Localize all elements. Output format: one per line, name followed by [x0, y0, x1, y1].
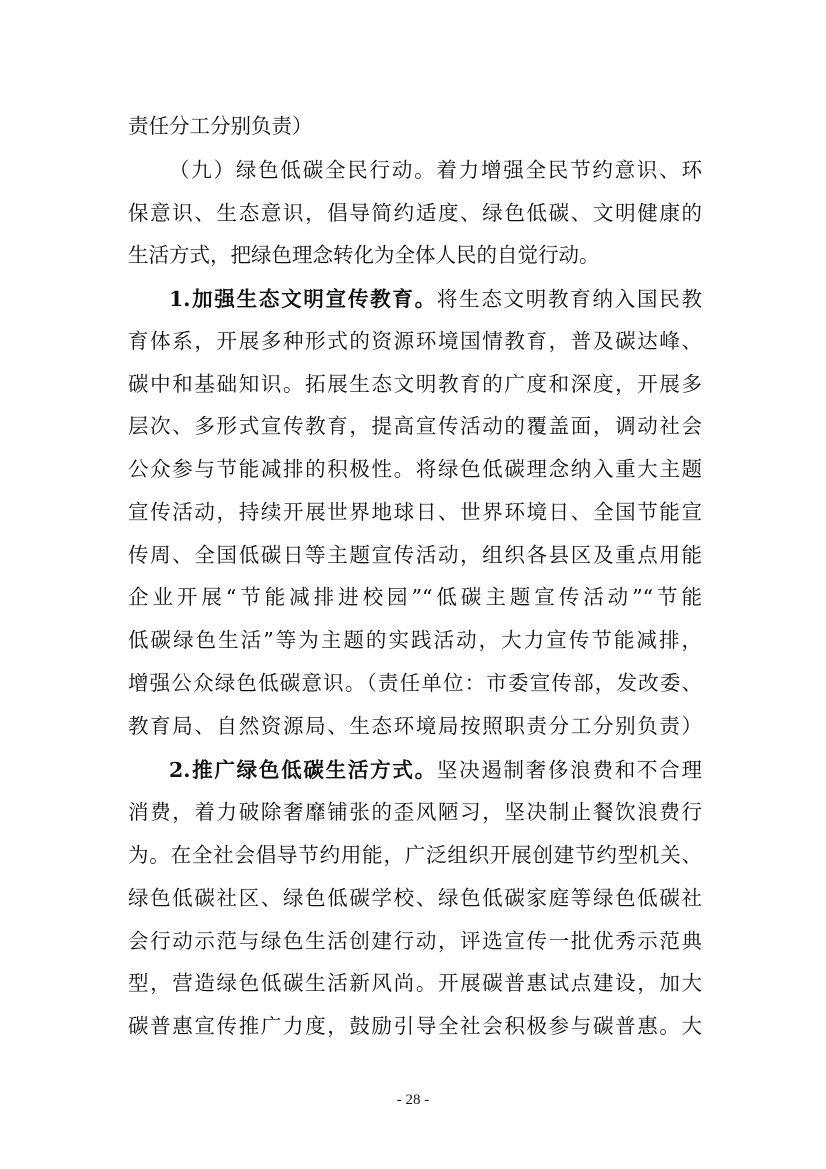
line-text: 将生态文明教育纳入国民教 — [436, 287, 703, 311]
section-heading-line — [169, 155, 702, 185]
line-text: 低碳绿色生活”等为主题的实践活动，大力宣传节能减排， — [128, 628, 702, 652]
line-text: 企业开展“节能减排进校园”“低碳主题宣传活动”“节能 — [128, 585, 702, 609]
text-line — [128, 111, 702, 141]
section-heading: （九）绿色低碳全民行动。 — [169, 158, 437, 182]
page-number: - 28 - — [396, 1092, 430, 1108]
line-text: 绿色低碳社区、绿色低碳学校、绿色低碳家庭等绿色低碳社 — [128, 886, 702, 910]
text-line — [128, 883, 702, 913]
line-text: 型，营造绿色低碳生活新风尚。开展碳普惠试点建设，加大 — [128, 971, 702, 995]
subsection-heading-line — [169, 284, 702, 314]
line-text: 增强公众绿色低碳意识。（责任单位：市委宣传部，发改委、 — [128, 671, 702, 695]
line-text: 碳普惠宣传推广力度，鼓励引导全社会积极参与碳普惠。大 — [128, 1014, 702, 1038]
text-line — [128, 797, 702, 827]
line-text: 责任分工分别负责） — [128, 114, 313, 138]
line-text: 传周、全国低碳日等主题宣传活动，组织各县区及重点用能 — [128, 543, 702, 567]
text-line — [128, 625, 702, 655]
text-line — [128, 668, 702, 698]
line-text: 坚决遏制奢侈浪费和不合理 — [436, 758, 703, 782]
text-line — [128, 540, 702, 570]
line-text: 消费，着力破除奢靡铺张的歪风陋习，坚决制止餐饮浪费行 — [128, 800, 702, 824]
line-text: 碳中和基础知识。拓展生态文明教育的广度和深度，开展多 — [128, 372, 702, 396]
line-text: 着力增强全民节约意识、环 — [436, 158, 702, 182]
line-text: 保意识、生态意识，倡导简约适度、绿色低碳、文明健康的 — [128, 201, 702, 225]
subsection-heading: 2.推广绿色低碳生活方式。 — [169, 758, 437, 782]
text-line — [128, 369, 702, 399]
text-line — [128, 198, 702, 228]
line-text: 教育局、自然资源局、生态环境局按照职责分工分别负责） — [128, 714, 702, 738]
subsection-heading: 1.加强生态文明宣传教育。 — [169, 287, 437, 311]
text-line — [128, 240, 702, 270]
line-text: 层次、多形式宣传教育，提高宣传活动的覆盖面，调动社会 — [128, 414, 702, 438]
line-text: 会行动示范与绿色生活创建行动，评选宣传一批优秀示范典 — [128, 929, 702, 953]
text-line — [128, 968, 702, 998]
text-line — [128, 926, 702, 956]
text-line — [128, 711, 702, 741]
text-line — [128, 840, 702, 870]
line-text: 为。在全社会倡导节约用能，广泛组织开展创建节约型机关、 — [128, 843, 702, 867]
line-text: 宣传活动，持续开展世界地球日、世界环境日、全国节能宣 — [128, 500, 702, 524]
line-text: 公众参与节能减排的积极性。将绿色低碳理念纳入重大主题 — [128, 457, 702, 481]
subsection-heading-line — [169, 755, 702, 785]
line-text: 生活方式，把绿色理念转化为全体人民的自觉行动。 — [128, 243, 600, 267]
text-line — [128, 411, 702, 441]
text-line — [128, 1011, 702, 1041]
line-text: 育体系，开展多种形式的资源环境国情教育，普及碳达峰、 — [128, 329, 702, 353]
text-line — [128, 497, 702, 527]
text-line — [128, 454, 702, 484]
text-line — [128, 582, 702, 612]
text-line — [128, 326, 702, 356]
